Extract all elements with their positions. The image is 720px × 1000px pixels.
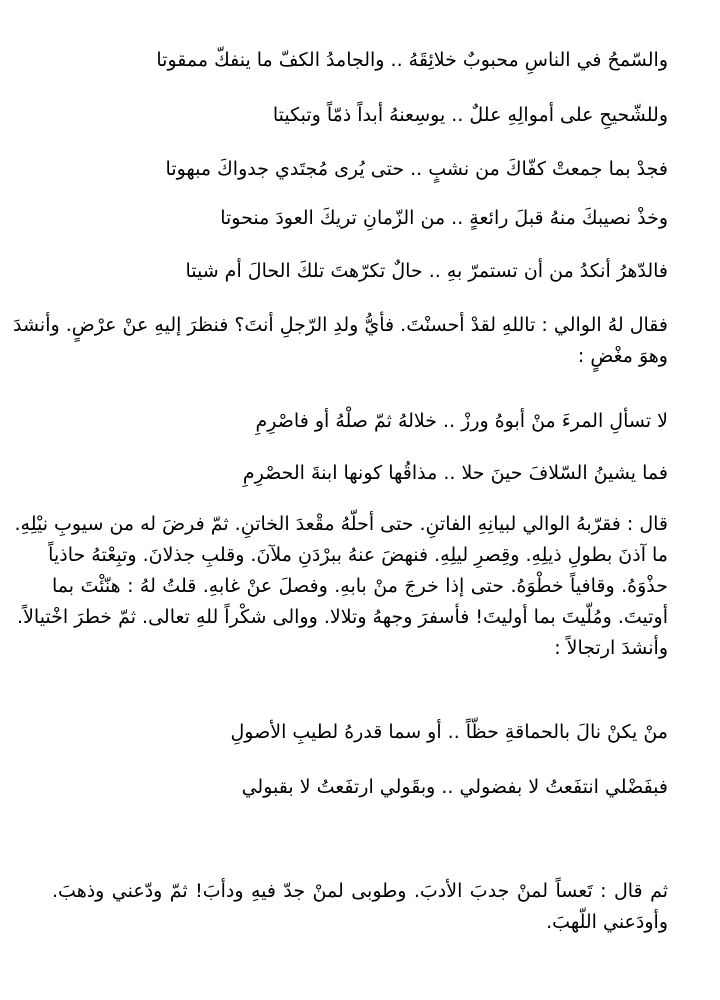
paragraph-line: ما آذنَ بطولِ ذيلِهِ. وقِصرِ ليلِهِ. فنهضَ عنهُ ببرْدَنِ ملآنَ. وقلبِ جذلانَ. وتبِعْتهُ حاذياً	[48, 544, 668, 566]
paragraph-line: حذْوَهُ. وقافياً خطْوَهُ. حتى إذا خرجَ منْ بابهِ. وفصلَ عنْ غابهِ. قلتُ لهُ : هنّئْتَ بما	[52, 575, 668, 597]
paragraph-line: وأودَعني اللّهبَ.	[546, 911, 668, 933]
verse-line: منْ يكنْ نالَ بالحماقةِ حظّاً .. أو سما قدرهُ لطيبِ الأصولِ	[230, 721, 668, 743]
verse-line: وللشّحيحِ على أموالِهِ عللٌ .. يوسِعنهُ أبداً ذمّاً وتبكيتا	[272, 104, 668, 126]
verse-line: فبفَضْلي انتفَعتُ لا بفضولي .. وبقَولي ارتفَعتُ لا بقبولي	[241, 776, 668, 798]
verse-line: والسّمحُ في الناسِ محبوبٌ خلائِقَهُ .. والجامدُ الكفّ ما ينفكّ ممقوتا	[156, 49, 668, 71]
verse-line: فما يشينُ السّلافَ حينَ حلا .. مذاقُها كونها ابنةَ الحصْرِمِ	[242, 462, 668, 484]
verse-line: فجدْ بما جمعتْ كفّاكَ من نشبٍ .. حتى يُرى مُجتَدي جدواكَ مبهوتا	[165, 158, 668, 180]
verse-line: لا تسألِ المرءَ منْ أبوهُ ورزْ .. خلالهُ ثمّ صلْهُ أو فاصْرِمِ	[255, 410, 668, 432]
paragraph-line: وهوَ مغْضٍ :	[577, 345, 668, 367]
paragraph-line: وأنشدَ ارتجالاً :	[554, 637, 668, 659]
paragraph-line: ثم قال : تَعساً لمنْ جدبَ الأدبَ. وطوبى لمنْ جدّ فيهِ ودأبَ! ثمّ ودّعني وذهبَ.	[52, 880, 668, 902]
paragraph-line: أوتيتَ. ومُلّيتَ بما أوليتَ! فأسفرَ وجههُ وتلالا. ووالى شكْراً للهِ تعالى. ثمّ خطرَ اخْتيالاً.	[17, 606, 668, 628]
paragraph-line: فقال لهُ الوالي : تاللهِ لقدْ أحسنْتَ. فأيُّ ولدِ الرّجلِ أنتَ؟ فنظرَ إليهِ عنْ عرْضٍ. وأنشدَ	[12, 314, 668, 336]
verse-line: فالدّهرُ أنكدُ من أن تستمرّ بهِ .. حالٌ تكرّهتَ تلكَ الحالَ أم شيتا	[185, 260, 668, 282]
paragraph-line: قال : فقرّبهُ الوالي لبيانِهِ الفاتنِ. حتى أحلّهُ مقْعدَ الخاتنِ. ثمّ فرضَ له من سيوبِ نيْلِهِ.	[14, 513, 668, 535]
prose-paragraph	[14, 509, 668, 664]
verse-line: وخذْ نصيبكَ منهُ قبلَ رائعةٍ .. من الزّمانِ تريكَ العودَ منحوتا	[220, 207, 668, 229]
prose-paragraph	[52, 876, 668, 938]
prose-paragraph	[12, 310, 668, 372]
